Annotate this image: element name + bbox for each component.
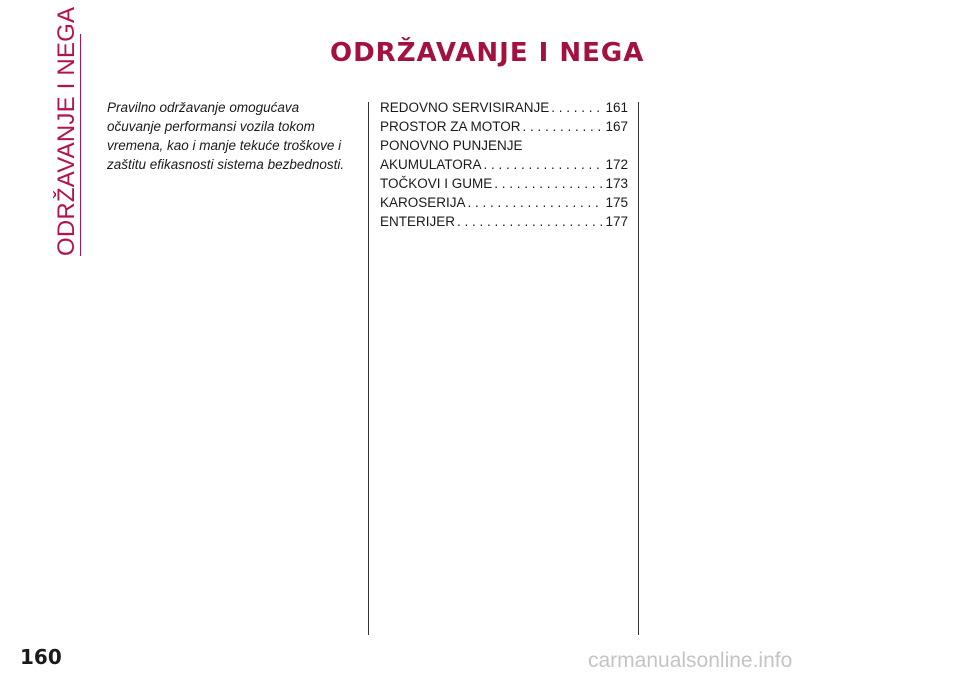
intro-line: zaštitu efikasnosti sistema bezbednosti. (107, 157, 345, 172)
toc-entry-page: 173 (605, 176, 628, 191)
toc-entry-page: 177 (605, 214, 628, 229)
toc-entry-label: KAROSERIJA (380, 195, 466, 210)
toc-entry-label: REDOVNO SERVISIRANJE (380, 100, 550, 115)
intro-paragraph (107, 98, 357, 174)
side-tab-label: ODRŽAVANJE I NEGA (53, 6, 80, 256)
intro-line: Pravilno održavanje omogućava (107, 100, 300, 115)
chapter-title: ODRŽAVANJE I NEGA (330, 38, 645, 68)
toc-entry-page: 167 (605, 119, 628, 134)
column-divider-left (368, 102, 369, 635)
toc-leader-dots (551, 98, 603, 117)
toc-entry-label: ENTERIJER (380, 214, 456, 229)
intro-line: očuvanje performansi vozila tokom (107, 119, 315, 134)
toc-entry-page: 161 (605, 100, 628, 115)
toc-leader-dots (484, 155, 604, 174)
toc-leader-dots (523, 117, 604, 136)
toc-entry-page: 172 (605, 157, 628, 172)
page-number: 160 (20, 645, 62, 669)
toc-entry-ponovno-punjenje-akumulatora[interactable] (380, 136, 628, 174)
toc-entry-label: AKUMULATORA (380, 157, 482, 172)
side-tab-rule (80, 34, 81, 256)
toc-entry-enterijer[interactable] (380, 212, 628, 231)
table-of-contents (380, 98, 628, 231)
toc-leader-dots (494, 174, 603, 193)
toc-entry-page: 175 (605, 195, 628, 210)
intro-line: vremena, kao i manje tekuće troškove i (107, 138, 342, 153)
toc-entry-karoserija[interactable] (380, 193, 628, 212)
toc-entry-tockovi-i-gume[interactable] (380, 174, 628, 193)
toc-entry-label: PROSTOR ZA MOTOR (380, 119, 521, 134)
toc-leader-dots (468, 193, 604, 212)
toc-entry-label-line1: PONOVNO PUNJENJE (380, 138, 523, 153)
column-divider-right (638, 102, 639, 635)
side-tab (52, 6, 86, 256)
toc-entry-prostor-za-motor[interactable] (380, 117, 628, 136)
toc-leader-dots (457, 212, 603, 231)
watermark-text: carmanualsonline.info (588, 649, 793, 672)
toc-entry-label: TOČKOVI I GUME (380, 176, 493, 191)
toc-entry-redovno-servisiranje[interactable] (380, 98, 628, 117)
